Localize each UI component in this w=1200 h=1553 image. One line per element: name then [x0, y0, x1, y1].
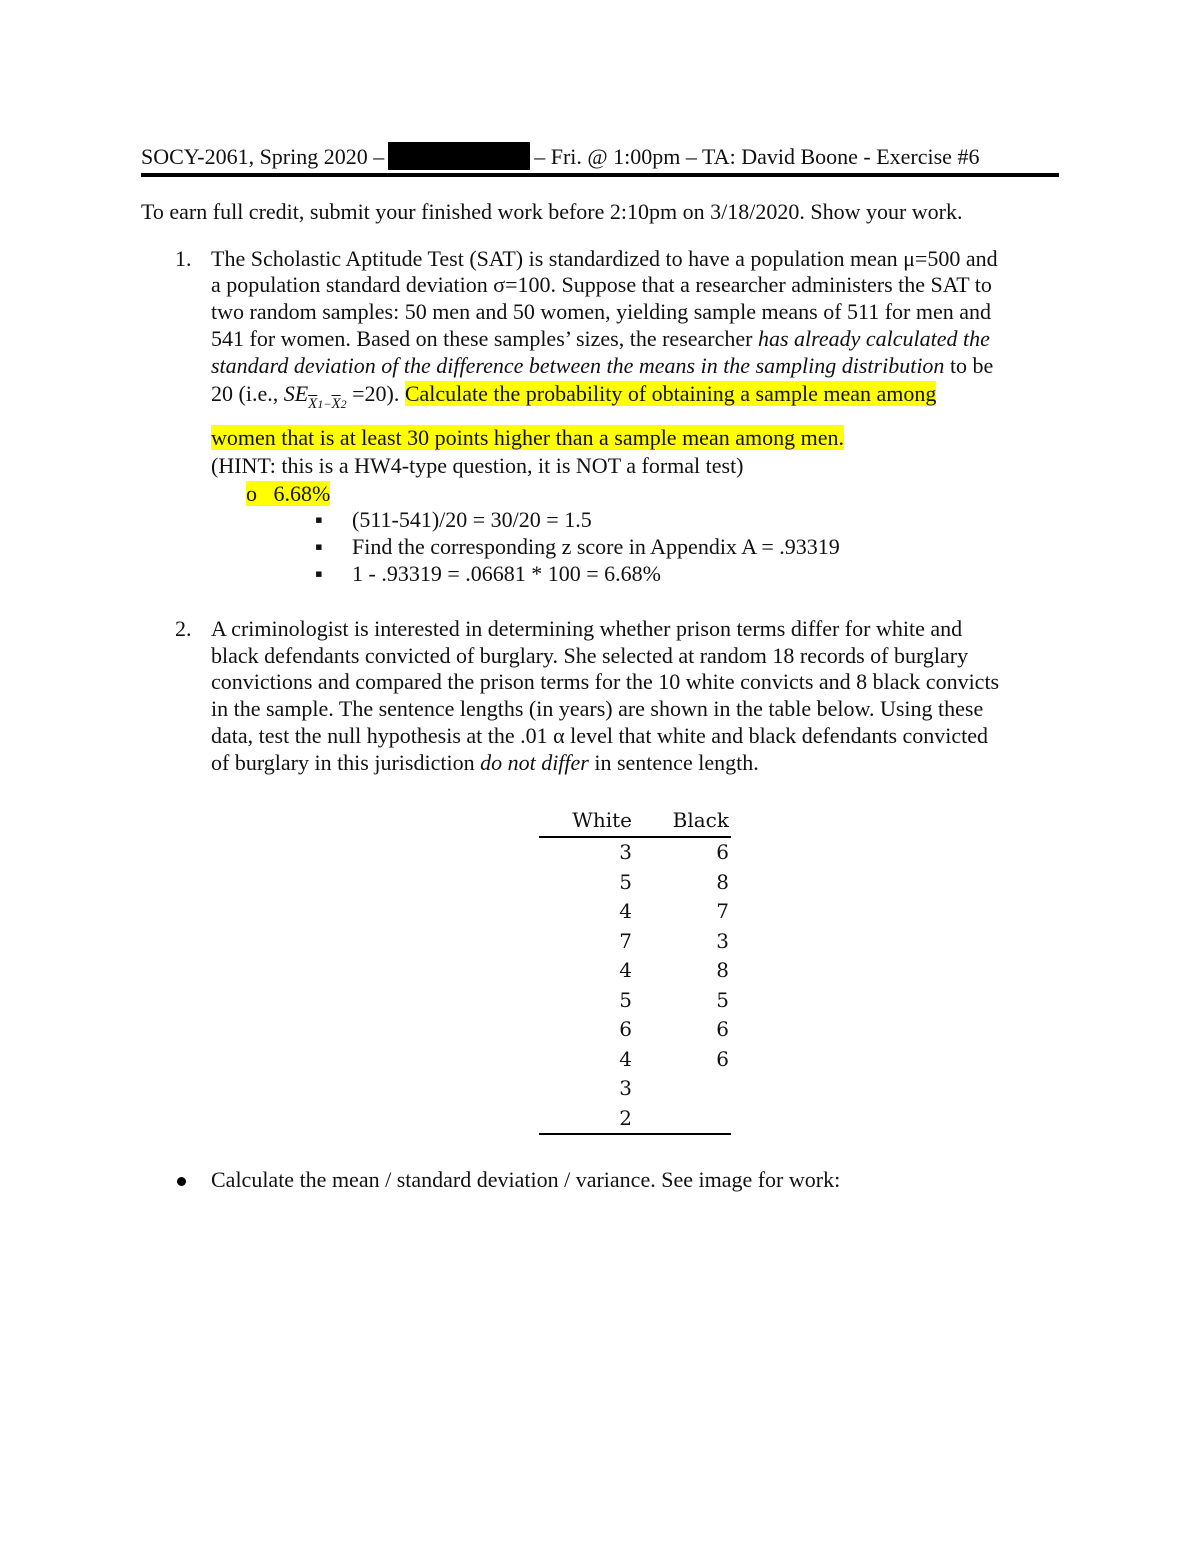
- xbar-2: $\overline{X}$: [331, 396, 341, 412]
- instructions: To earn full credit, submit your finished work before 2:10pm on 3/18/2020. Show your work.: [141, 199, 963, 224]
- q1-line-2: a population standard deviation σ=100. Suppose that a researcher administers the SAT to: [211, 272, 992, 297]
- q1-line-7: [211, 424, 844, 451]
- q2-line-2: black defendants convicted of burglary. She selected at random 18 records of burglary: [211, 643, 969, 668]
- sub-2: 2: [340, 397, 347, 411]
- table-row: [539, 1074, 731, 1104]
- cell-black: 6: [716, 1017, 729, 1041]
- cell-white: 2: [619, 1105, 632, 1130]
- header-course: SOCY-2061, Spring 2020 –: [141, 144, 385, 169]
- sentence-table: [539, 808, 731, 1135]
- q1-line-1: The Scholastic Aptitude Test (SAT) is standardized to have a population mean μ=500 and: [211, 246, 998, 271]
- cell-white: 4: [619, 958, 632, 982]
- q1-number: 1.: [175, 246, 192, 271]
- cell-white: 7: [619, 928, 632, 953]
- q1-line-4: [211, 325, 990, 352]
- cell-white: 3: [619, 1076, 632, 1100]
- q2-line-4: in the sample. The sentence lengths (in years) are shown in the table below. Using these: [211, 696, 984, 721]
- table-row: [539, 838, 731, 868]
- cell-black: 7: [716, 899, 729, 923]
- table-row: [539, 956, 731, 986]
- step-bullet-2: ▪: [315, 534, 323, 559]
- answer-value: 6.68%: [273, 481, 331, 506]
- cell-white: 6: [619, 1017, 632, 1041]
- table-header: [539, 808, 731, 838]
- table-row: [539, 927, 731, 957]
- table-row: [539, 1015, 731, 1045]
- q1-hint: (HINT: this is a HW4-type question, it is NOT a formal test): [211, 453, 744, 478]
- q1-answer: [246, 480, 330, 507]
- redaction-block: [388, 142, 530, 170]
- bullet-dot-icon: [177, 1177, 186, 1186]
- cell-black: 5: [716, 987, 729, 1012]
- sub-1: 1: [317, 397, 324, 411]
- cell-white: 5: [619, 869, 632, 894]
- table-row: [539, 1045, 731, 1075]
- cell-black: 6: [716, 1046, 729, 1071]
- q1-line-6-post: =20).: [346, 381, 405, 406]
- minus-sign: −: [323, 397, 332, 411]
- header-rule: [141, 173, 1059, 177]
- q1-line-5-emphasis: standard deviation of the difference between the means in the sampling distribution: [211, 353, 945, 378]
- table-row: [539, 868, 731, 898]
- q1-line-3: two random samples: 50 men and 50 women, yielding sample means of 511 for men and: [211, 299, 992, 324]
- table-row: [539, 897, 731, 927]
- step-bullet-3: ▪: [315, 561, 323, 586]
- q2-number: 2.: [175, 616, 192, 641]
- q2-line-6: [211, 749, 759, 776]
- q1-answer-highlight: [246, 481, 330, 506]
- cell-black: 3: [716, 928, 729, 953]
- step-bullet-1: ▪: [315, 507, 323, 532]
- header-black: Black: [672, 808, 729, 832]
- cell-black: 8: [716, 869, 729, 894]
- se-subscript: [308, 397, 346, 411]
- q1-line-5: [211, 352, 993, 379]
- xbar-1: $\overline{X}$: [308, 396, 318, 412]
- q1-highlight-2: women that is at least 30 points higher than a sample mean among men.: [211, 425, 844, 450]
- header-session: – Fri. @ 1:00pm – TA: David Boone - Exercise #6: [534, 144, 980, 169]
- q2-line-6-end: in sentence length.: [588, 750, 759, 775]
- q2-line-6-text: of burglary in this jurisdiction: [211, 750, 481, 775]
- q1-step-2: Find the corresponding z score in Appendix A = .93319: [352, 534, 840, 559]
- q2-line-1: A criminologist is interested in determining whether prison terms differ for white and: [211, 616, 963, 641]
- cell-white: 4: [619, 899, 632, 923]
- cell-black: 8: [716, 958, 729, 982]
- q2-line-6-emphasis: do not differ: [480, 750, 589, 775]
- table-row: [539, 986, 731, 1016]
- answer-marker: o: [246, 481, 257, 506]
- q1-line-4-emphasis: has already calculated the: [757, 326, 990, 351]
- header-white: White: [572, 808, 632, 832]
- work-instruction: Calculate the mean / standard deviation / variance. See image for work:: [211, 1167, 841, 1192]
- cell-black: 6: [716, 840, 729, 864]
- q1-step-1: (511-541)/20 = 30/20 = 1.5: [352, 507, 592, 532]
- page-header: [141, 141, 1059, 175]
- cell-white: 5: [619, 987, 632, 1012]
- q2-line-5: data, test the null hypothesis at the .01 α level that white and black defendants convicted: [211, 723, 989, 748]
- q1-highlight-1: Calculate the probability of obtaining a sample mean among: [404, 381, 937, 406]
- q2-line-3: convictions and compared the prison terms for the 10 white convicts and 8 black convicts: [211, 669, 1000, 694]
- table-row: [539, 1104, 731, 1134]
- q1-line-4-text: 541 for women. Based on these samples’ sizes, the researcher: [211, 326, 758, 351]
- q1-line-6-pre: 20 (i.e.,: [211, 381, 284, 406]
- q1-line-6: [211, 380, 936, 418]
- q1-line-5-text: to be: [944, 353, 994, 378]
- table-bottom-rule: [539, 1133, 731, 1135]
- cell-white: 4: [619, 1046, 632, 1071]
- q1-step-3: 1 - .93319 = .06681 * 100 = 6.68%: [352, 561, 661, 586]
- se-symbol: SE: [283, 381, 309, 406]
- cell-white: 3: [619, 840, 632, 864]
